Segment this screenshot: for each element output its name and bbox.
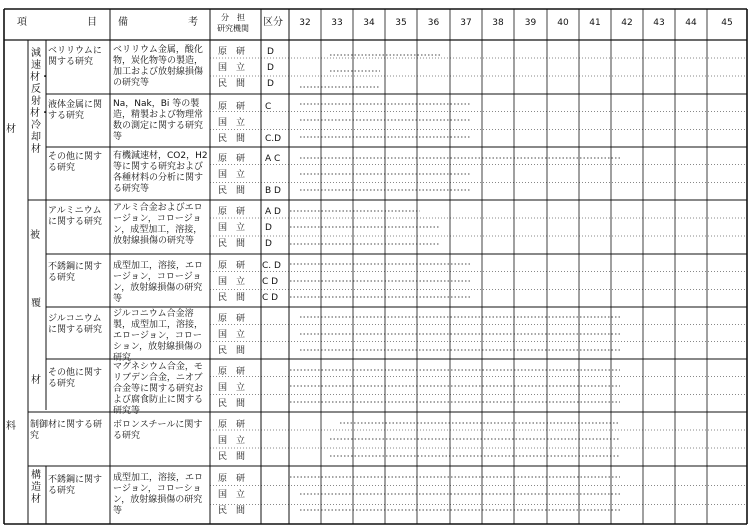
year-header-43: 43 [653, 18, 665, 28]
year-header-37: 37 [460, 18, 472, 28]
topic: その他に関する研究 [48, 368, 103, 389]
remark: Na，Nak，Bi 等の製造，精製および物理常数の測定に関する研究等 [113, 99, 204, 142]
header-remarks: 備 考 [118, 17, 198, 28]
year-header-44: 44 [685, 18, 697, 28]
remark: ボロンスチールに関する研究 [113, 420, 203, 441]
year-header-39: 39 [524, 18, 537, 28]
topic: その他に関する研究 [48, 152, 103, 173]
year-header-38: 38 [492, 18, 504, 28]
class: A D D D [265, 207, 281, 249]
category-structure: 構造材 [31, 470, 41, 505]
remark: マグネシウム合金，モリブデン合金，ニオブ合金等に関する研究および腐食防止に関する研究等 [113, 362, 204, 416]
category-material: 材 料 [6, 124, 16, 432]
year-header-40: 40 [557, 18, 569, 28]
class: D D D [267, 47, 274, 89]
class: C C.D [265, 102, 282, 144]
header-item: 項 目 [17, 17, 97, 28]
year-header-35: 35 [395, 18, 407, 28]
remark: ベリリウム金属，酸化物，炭化物等の製造，加工および放射線損傷の研究等 [113, 45, 204, 88]
topic: 液体金属に関する研究 [48, 100, 103, 121]
topic: 制御材に関する研究 [30, 420, 103, 441]
class: C. D C D C D [262, 261, 281, 303]
topic: 不銹鋼に関する研究 [48, 262, 103, 283]
year-header-36: 36 [427, 18, 440, 28]
remark: アルミ合金およびエロージョン，コロージョン，成型加工，溶接，放射線損傷の研究等 [113, 203, 203, 246]
year-header-41: 41 [589, 18, 601, 28]
category-moderator: 減速材・反射材・冷却材 [30, 48, 50, 155]
orgs: 原 研 国 立 民 間 [218, 154, 246, 196]
topic: 不銹鋼に関する研究 [48, 475, 103, 496]
orgs: 原 研 国 立 民 間 [218, 47, 246, 89]
header-share: 分 担 研究機関 [217, 13, 249, 33]
topic: アルミニウムに関する研究 [48, 206, 103, 227]
topic: ベリリウムに関する研究 [48, 46, 102, 67]
orgs: 原 研 国 立 民 間 [218, 367, 246, 409]
orgs: 原 研 国 立 民 間 [218, 314, 246, 356]
header-kubun: 区分 [263, 17, 283, 28]
orgs: 原 研 国 立 民 間 [218, 207, 246, 249]
remark: 成型加工，溶接，エロージョン，コロージョン，放射線損傷の研究等 [113, 261, 204, 304]
year-header-34: 34 [363, 18, 375, 28]
topic: ジルコニウムに関する研究 [48, 314, 103, 335]
orgs: 原 研 国 立 民 間 [218, 420, 246, 462]
orgs: 原 研 国 立 民 間 [218, 474, 246, 516]
year-header-45: 45 [721, 18, 733, 28]
orgs: 原 研 国 立 民 間 [218, 102, 246, 144]
remark: ジルコニウム合金溶製，成型加工，溶接，エロージョン，コローション，放射線損傷の研究 [113, 309, 204, 363]
class: A C B D [265, 154, 281, 196]
remark: 有機減速材，CO2，H2 等に関する研究および各種材料の分析に関する研究等 [113, 151, 211, 194]
remark: 成型加工，溶接，エロージョン，コローション，放射線損傷の研究等 [113, 473, 204, 516]
year-header-33: 33 [331, 18, 343, 28]
year-header-42: 42 [621, 18, 633, 28]
year-header-32: 32 [299, 18, 311, 28]
category-cladding: 被 覆 材 [30, 230, 41, 386]
orgs: 原 研 国 立 民 間 [218, 261, 246, 303]
